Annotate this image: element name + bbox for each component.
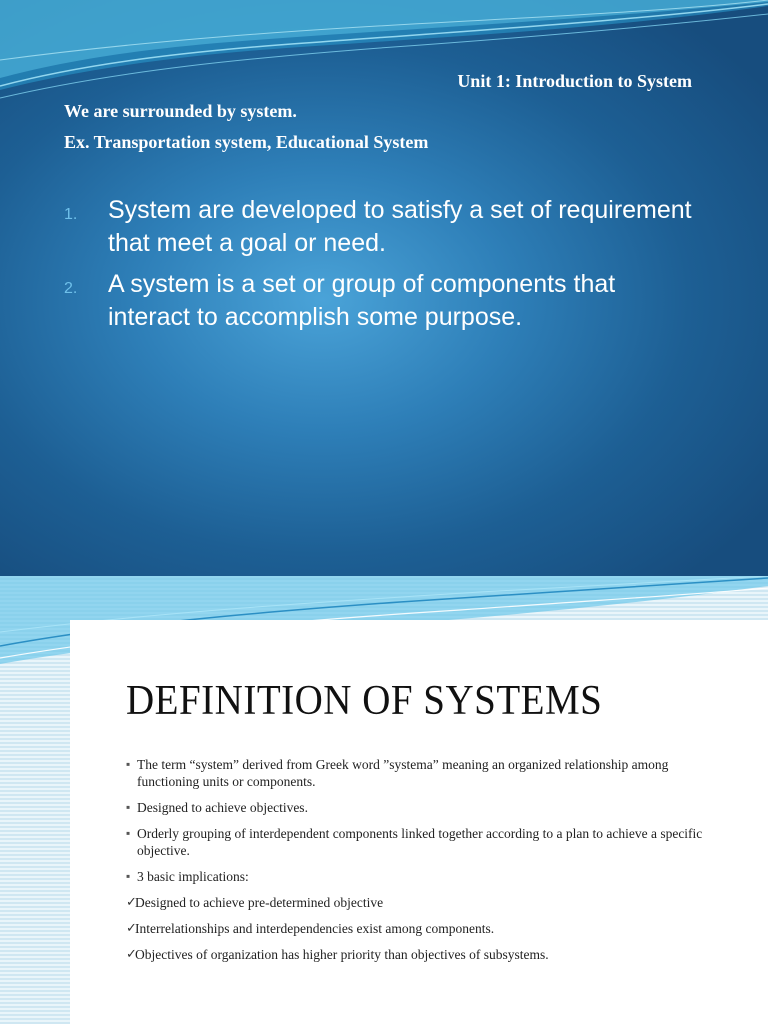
unit-title: Unit 1: Introduction to System — [457, 71, 692, 91]
list-item — [126, 868, 726, 885]
square-bullet-icon: ▪ — [126, 826, 131, 840]
system-points-list — [64, 194, 704, 342]
list-item-text: A system is a set or group of components that interact to accomplish some purpose. — [108, 270, 616, 331]
list-number: 1. — [64, 206, 78, 223]
definition-panel — [70, 620, 768, 1024]
list-item-text: Objectives of organization has higher priority than objectives of subsystems. — [135, 947, 549, 962]
square-bullet-icon: ▪ — [126, 869, 131, 883]
list-item — [126, 825, 726, 859]
square-bullet-icon: ▪ — [126, 757, 131, 771]
checkmark-icon: ✓ — [126, 920, 137, 935]
intro-example-line: Ex. Transportation system, Educational System — [64, 132, 429, 152]
list-item — [64, 268, 704, 334]
list-item-text: Interrelationships and interdependencies exist among components. — [135, 921, 495, 936]
list-item — [126, 756, 726, 790]
list-item-text: System are developed to satisfy a set of requirement that meet a goal or need. — [108, 196, 692, 257]
list-item-text: The term “system” derived from Greek word ”systema” meaning an organized relationship among functioning units or components. — [137, 757, 669, 789]
list-item-text: Designed to achieve objectives. — [137, 800, 308, 815]
checkmark-icon: ✓ — [126, 946, 137, 961]
list-item — [126, 920, 726, 937]
list-item — [64, 194, 704, 260]
list-number: 2. — [64, 280, 78, 297]
list-item — [126, 894, 726, 911]
list-item — [126, 946, 726, 963]
list-item — [126, 799, 726, 816]
list-item-text: Designed to achieve pre-determined objective — [135, 895, 384, 910]
list-item-text: 3 basic implications: — [137, 869, 249, 884]
definition-list — [126, 756, 726, 972]
checkmark-icon: ✓ — [126, 894, 137, 909]
page-title: DEFINITION OF SYSTEMS — [126, 677, 603, 724]
square-bullet-icon: ▪ — [126, 800, 131, 814]
list-item-text: Orderly grouping of interdependent components linked together according to a plan to achieve a specific objective. — [137, 826, 703, 858]
intro-line: We are surrounded by system. — [64, 101, 297, 121]
wave-decoration-top — [0, 0, 768, 110]
slide-definition — [0, 576, 768, 1024]
